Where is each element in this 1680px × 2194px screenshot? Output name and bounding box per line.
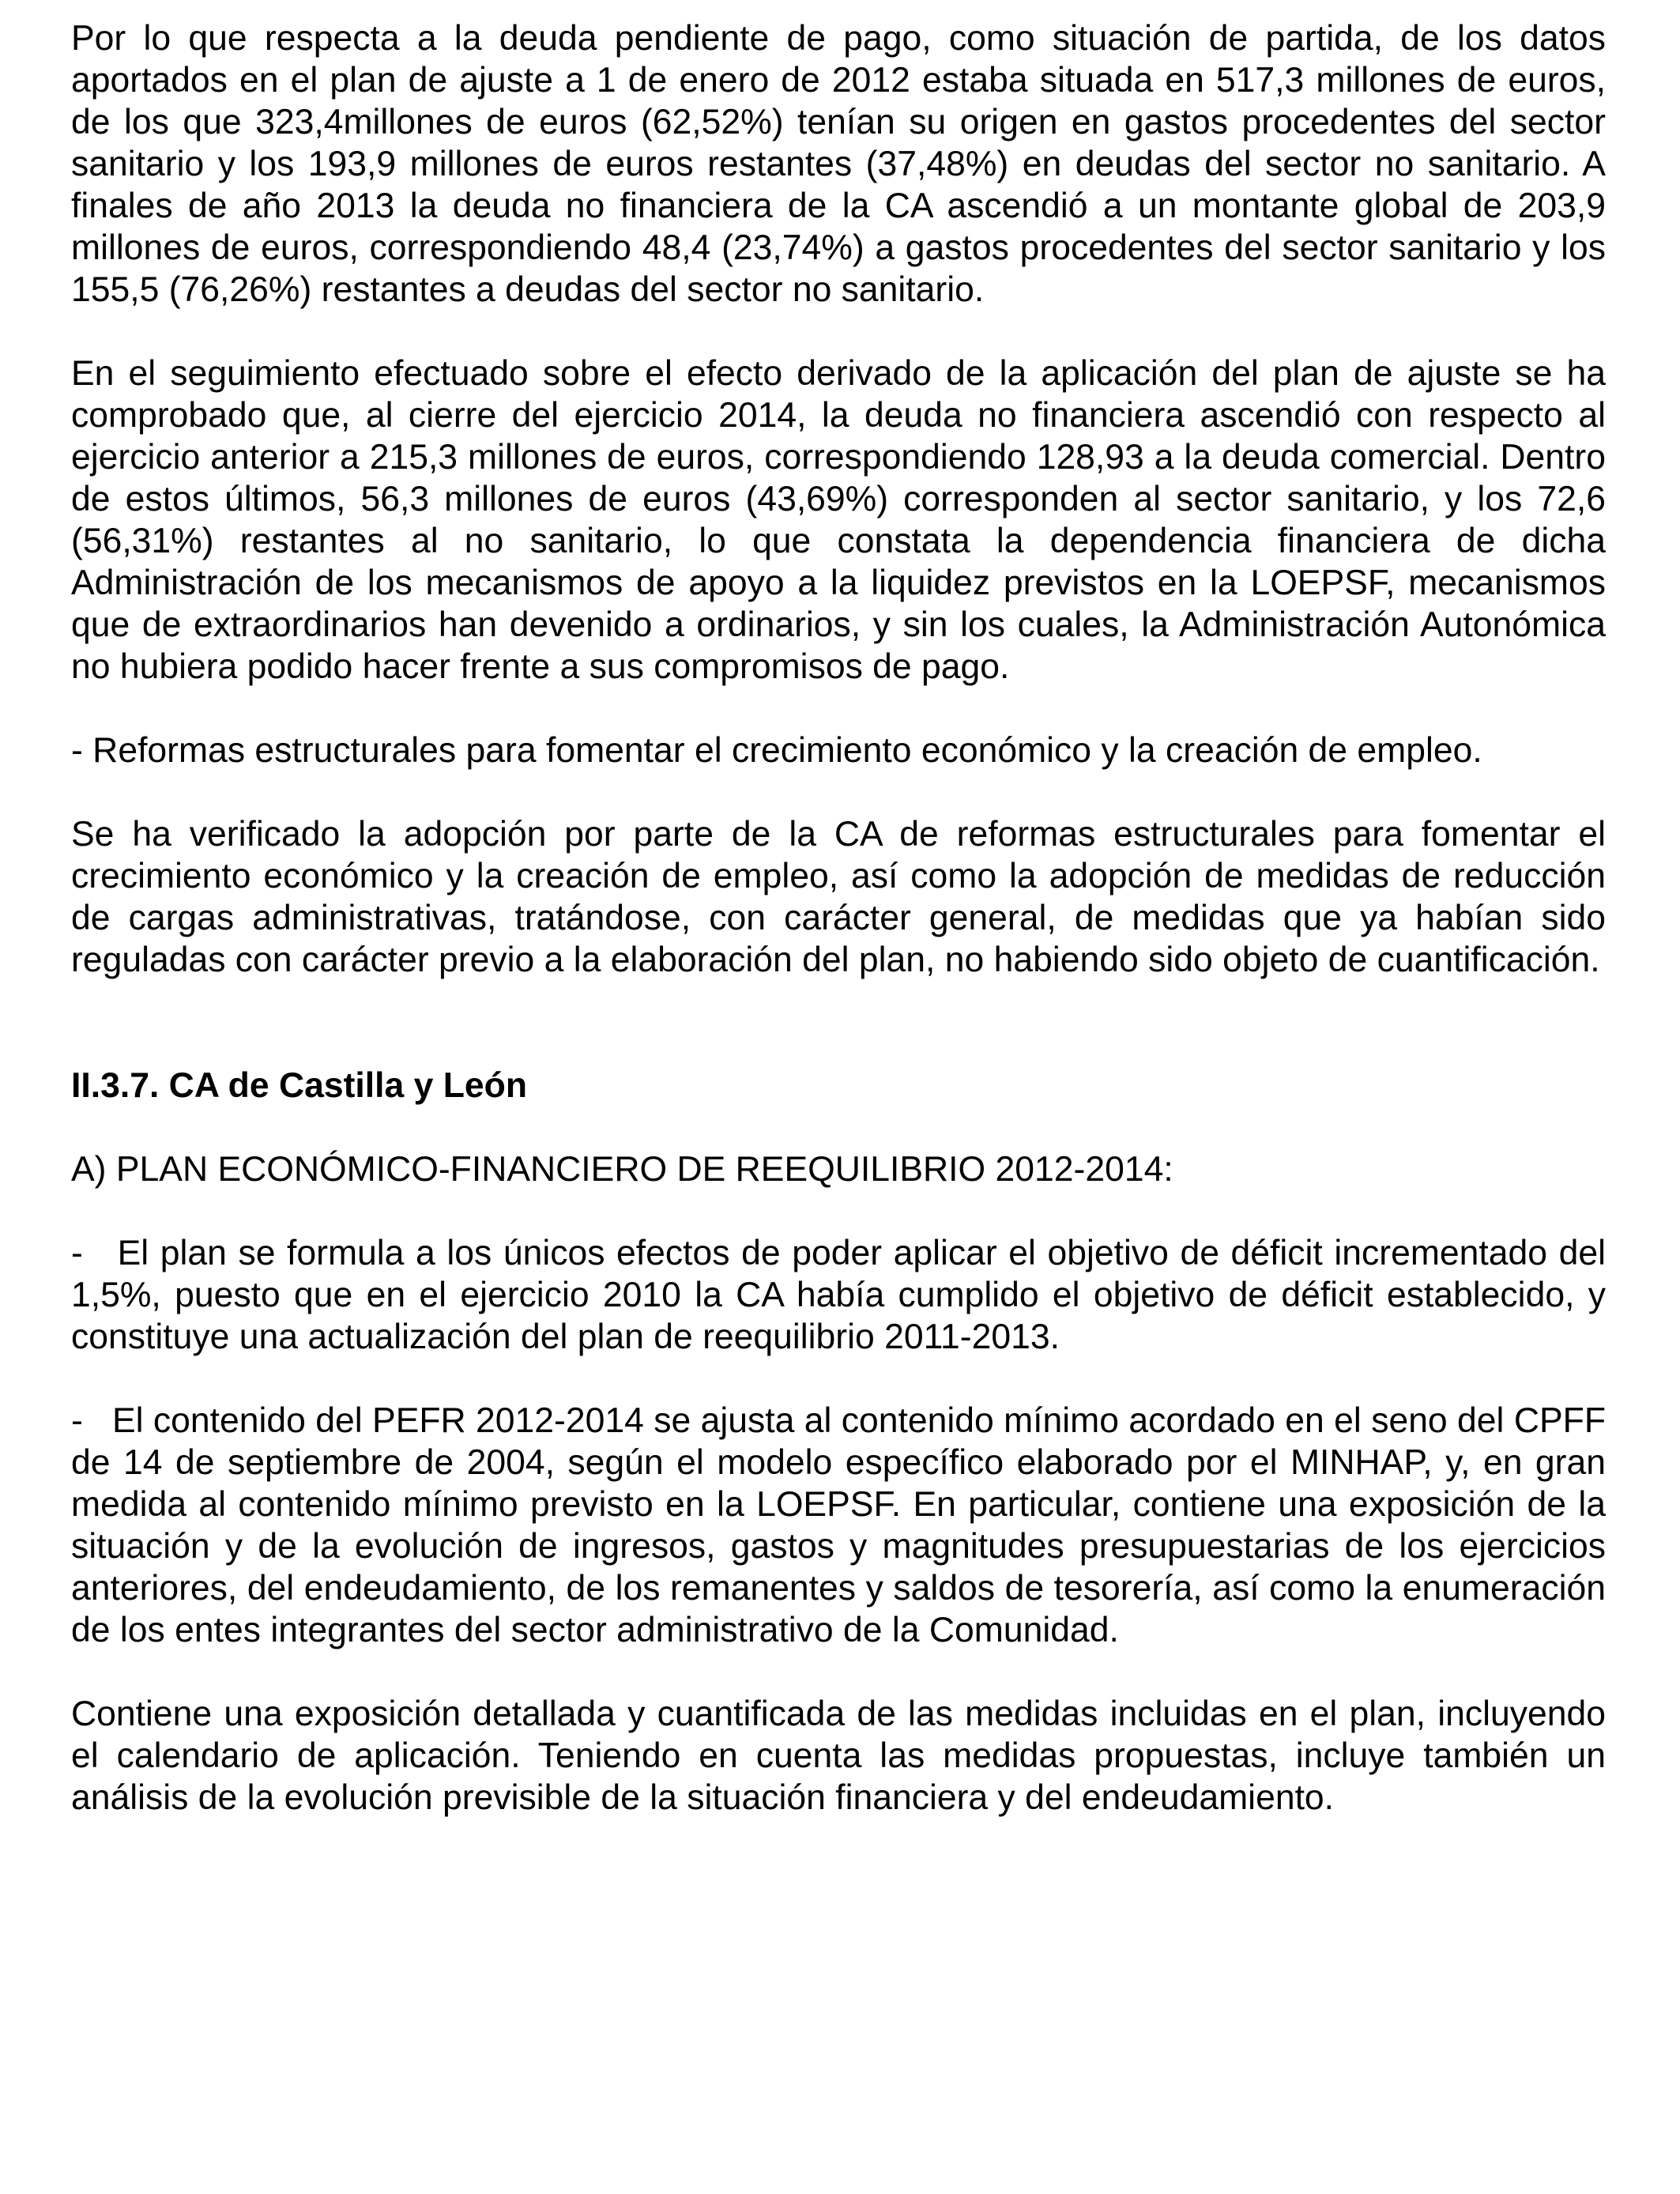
paragraph-seguimiento-plan-ajuste: En el seguimiento efectuado sobre el efecto derivado de la aplicación del plan de ajuste se ha comprobado que, al cierre del ejercicio 2014, la deuda no financiera ascendió con respecto al ejercicio anterior a 215,3 millones de euros, correspondiendo 128,93 a la deuda comercial. Dentro de estos últimos, 56,3 millones de euros (43,69%) corresponden al sector sanitario, y los 72,6 (56,31%) restantes al no sanitario, lo que constata la dependencia financiera de dicha Administración de los mecanismos de apoyo a la liquidez previstos en la LOEPSF, mecanismos que de extraordinarios han devenido a ordinarios, y sin los cuales, la Administración Autonómica no hubiera podido hacer frente a sus compromisos de pago.: [71, 354, 1606, 686]
paragraph-contenido-pefr: - El contenido del PEFR 2012-2014 se ajusta al contenido mínimo acordado en el seno del CPFF de 14 de septiembre de 2004, según el modelo específico elaborado por el MINHAP, y, en gran medida al contenido mínimo previsto en la LOEPSF. En particular, contiene una exposición de la situación y de la evolución de ingresos, gastos y magnitudes presupuestarias de los ejercicios anteriores, del endeudamiento, de los remanentes y saldos de tesorería, así como la enumeración de los entes integrantes del sector administrativo de la Comunidad.: [71, 1401, 1616, 1649]
section-heading: II.3.7. CA de Castilla y León: [71, 1066, 528, 1105]
paragraph-reformas-estructurales-item: - Reformas estructurales para fomentar el crecimiento económico y la creación de empleo.: [71, 731, 1482, 770]
document-page: [71, 17, 1616, 1860]
paragraph-deuda-pendiente: Por lo que respecta a la deuda pendiente de pago, como situación de partida, de los datos aportados en el plan de ajuste a 1 de enero de 2012 estaba situada en 517,3 millones de euros, de los que 323,4millones de euros (62,52%) tenían su origen en gastos procedentes del sector sanitario y los 193,9 millones de euros restantes (37,48%) en deudas del sector no sanitario. A finales de año 2013 la deuda no financiera de la CA ascendió a un montante global de 203,9 millones de euros, correspondiendo 48,4 (23,74%) a gastos procedentes del sector sanitario y los 155,5 (76,26%) restantes a deudas del sector no sanitario.: [71, 19, 1606, 309]
section-subheading: A) PLAN ECONÓMICO-FINANCIERO DE REEQUILIBRIO 2012-2014:: [71, 1150, 1173, 1189]
paragraph-reformas-verificacion: Se ha verificado la adopción por parte de la CA de reformas estructurales para fomentar el crecimiento económico y la creación de empleo, así como la adopción de medidas de reducción de cargas administrativas, tratándose, con carácter general, de medidas que ya habían sido reguladas con carácter previo a la elaboración del plan, no habiendo sido objeto de cuantificación.: [71, 815, 1606, 979]
paragraph-plan-formula: - El plan se formula a los únicos efectos de poder aplicar el objetivo de déficit incrementado del 1,5%, puesto que en el ejercicio 2010 la CA había cumplido el objetivo de déficit establecido, y constituye una actualización del plan de reequilibrio 2011-2013.: [71, 1234, 1616, 1356]
paragraph-exposicion-detallada: Contiene una exposición detallada y cuantificada de las medidas incluidas en el plan, incluyendo el calendario de aplicación. Teniendo en cuenta las medidas propuestas, incluye también un análisis de la evolución previsible de la situación financiera y del endeudamiento.: [71, 1695, 1606, 1817]
